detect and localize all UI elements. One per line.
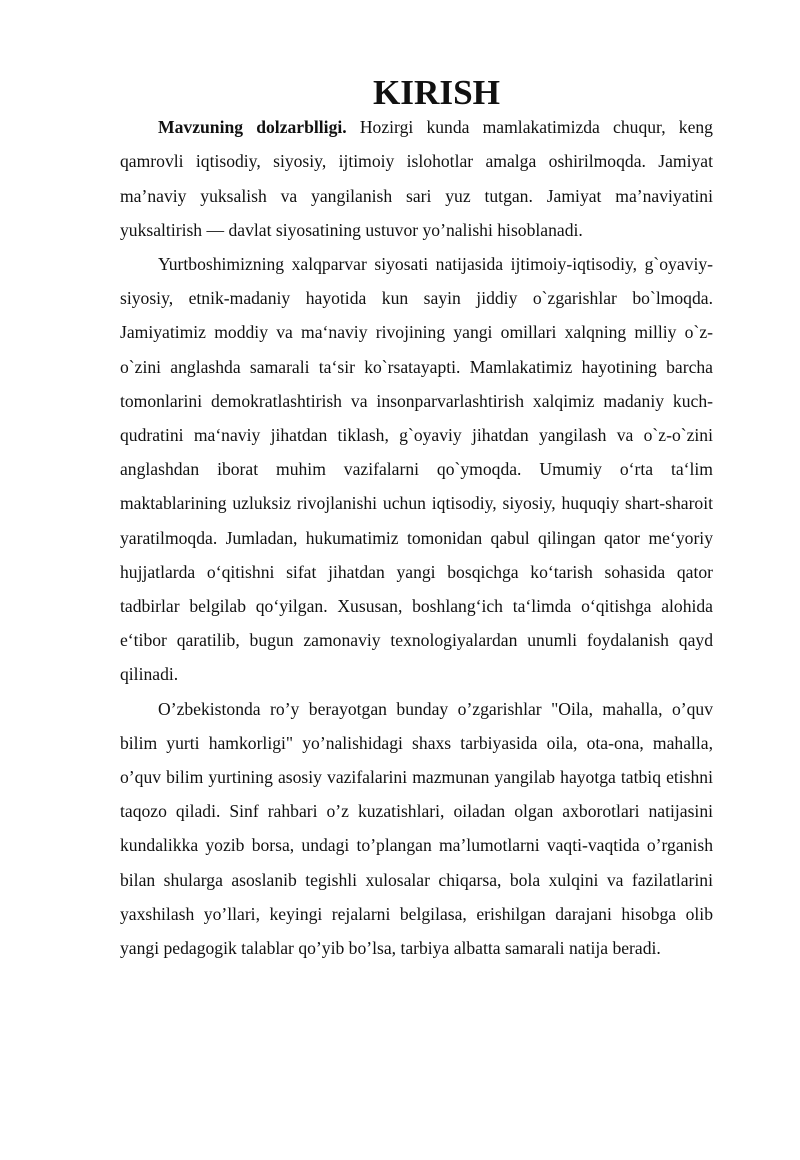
- paragraph-text: O’zbekistonda ro’y berayotgan bunday o’zgarishlar "Oila, mahalla, o’quv bilim yurti hamkorligi" yo’nalishidagi shaxs tarbiyasida oila, ota-ona, mahalla, o’quv bilim yurtining asosiy vazifalarini mazmunan yangilab hayotga tatbiq etishni taqozo qiladi. Sinf rahbari o’z kuzatishlari, oiladan olgan axborotlari natijasini kundalikka yozib borsa, undagi to’plangan ma’lumotlarni vaqti-vaqtida o’rganish bilan shularga asoslanib tegishli xulosalar chiqarsa, bola xulqini va fazilatlarini yaxshilash yo’llari, keyingi rejalarni belgilasa, erishilgan darajani hisobga olib yangi pedagogik talablar qo’yib bo’lsa, tarbiya albatta samarali natija beradi.: [120, 698, 713, 959]
- page-title: KIRISH: [372, 73, 501, 112]
- paragraph-relevance: [120, 110, 713, 247]
- paragraph-lead-heading: Mavzuning dolzarblligi.: [158, 117, 347, 138]
- paragraph-family-cooperation: [120, 692, 713, 966]
- paragraph-text: Yurtboshimizning xalqparvar siyosati natijasida ijtimoiy-iqtisodiy, g`oyaviy-siyosiy, etnik-madaniy hayotida kun sayin jiddiy o`zgarishlar bo`lmoqda. Jamiyatimiz moddiy va ma‘naviy rivojining yangi omillari xalqning milliy o`z-o`zini anglashda samarali ta‘sir ko`rsatayapti. Mamlakatimiz hayotining barcha tomonlarini demokratlashtirish va insonparvarlashtirish xalqimiz madaniy kuch-qudratini ma‘naviy jihatdan tiklash, g`oyaviy jihatdan yangilash va o`z-o`zini anglashdan iborat muhim vazifalarni qo`ymoqda. Umumiy o‘rta ta‘lim maktablarining uzluksiz rivojlanishi uchun iqtisodiy, siyosiy, huquqiy shart-sharoit yaratilmoqda. Jumladan, hukumatimiz tomonidan qabul qilingan qator me‘yoriy hujjatlarda o‘qitishni sifat jihatdan yangi bosqichga ko‘tarish sohasida qator tadbirlar belgilab qo‘yilgan. Xususan, boshlang‘ich ta‘limda o‘qitishga alohida e‘tibor qaratilib, bugun zamonaviy texnologiyalardan unumli foydalanish qayd qilinadi.: [120, 254, 713, 685]
- document-page: [120, 73, 713, 965]
- paragraph-reforms: [120, 247, 713, 692]
- paragraph-text: Hozirgi kunda mamlakatimizda chuqur, keng qamrovli iqtisodiy, siyosiy, ijtimoiy islohotlar amalga oshirilmoqda. Jamiyat ma’naviy yuksalish va yangilanish sari yuz tutgan. Jamiyat ma’naviyatini yuksaltirish — davlat siyosatining ustuvor yo’nalishi hisoblanadi.: [120, 117, 713, 240]
